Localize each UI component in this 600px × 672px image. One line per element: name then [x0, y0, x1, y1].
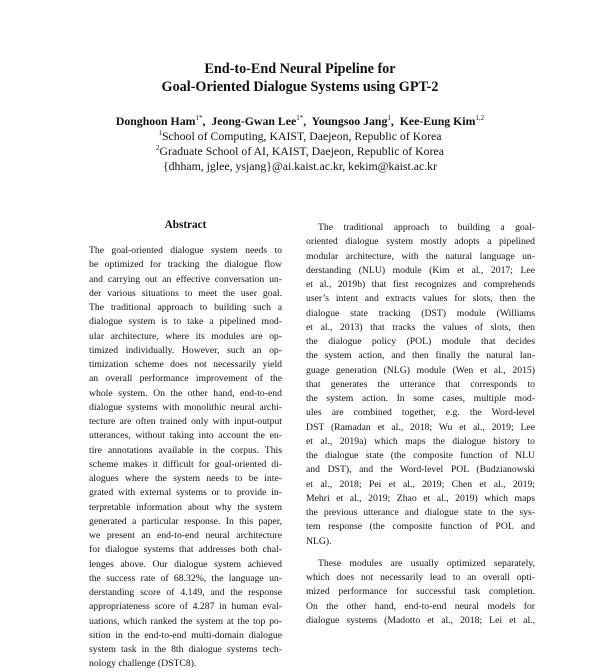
- body-line: guage generation (NLG) module (Wen et al., 2015): [306, 364, 535, 376]
- abstract-line: for dialogue systems that addresses both chal-: [89, 544, 282, 556]
- body-line: user’s intent and extracts values for slots, then the: [306, 293, 535, 305]
- abstract-line: nology challenge (DSTC8).: [89, 658, 197, 670]
- author-block: [0, 114, 600, 174]
- abstract-text: [89, 244, 282, 672]
- abstract-line: be optimized for tracking the dialogue flow: [89, 259, 282, 271]
- body-line: ules are combined together, e.g. the Word-level: [306, 407, 535, 419]
- abstract-line: sition in the end-to-end multi-domain dialogue: [89, 629, 282, 641]
- body-line: et al., 2013) that tracks the values of slots, then: [306, 321, 535, 333]
- equal-contribution-mark: *: [198, 114, 203, 122]
- abstract-line: we present an end-to-end neural architecture: [89, 530, 282, 541]
- abstract-line: dialogue system is to take a pipelined mod-: [89, 316, 282, 328]
- abstract-line: appropriateness score of 4.287 in human eval-: [89, 601, 282, 613]
- body-line: NLG).: [306, 535, 332, 547]
- affiliation-mark: 1: [158, 129, 162, 137]
- introduction-column: [306, 218, 535, 628]
- abstract-line: alogues where the system needs to be inte-: [89, 473, 282, 484]
- abstract-line: tecture are often trained only with input-output: [89, 416, 282, 427]
- abstract-line: timized individually. However, such an op-: [89, 344, 282, 356]
- abstract-line: utterances, without taking into account the en-: [89, 430, 282, 442]
- abstract-line: ular architecture, where its modules are op-: [89, 330, 282, 342]
- abstract-line: the success rate of 68.32%, the language un-: [89, 572, 282, 584]
- title-line-2: Goal-Oriented Dialogue Systems using GPT-2: [161, 79, 439, 95]
- abstract-line: and carrying out an effective conversation un-: [89, 273, 282, 285]
- body-line: and DST), and the Word-level POL (Budzianowski: [306, 464, 535, 476]
- author-name: Donghoon Ham: [115, 114, 196, 128]
- abstract-line: tire annotations available in the corpus. This: [89, 444, 282, 456]
- author-separator: ,: [202, 114, 206, 128]
- body-line: dialogue systems (Madotto et al., 2018; Lei et al.,: [306, 614, 535, 626]
- body-line: Mehri et al., 2019; Zhao et al., 2019) which maps: [306, 492, 535, 504]
- abstract-line: derstanding score of 4.149, and the response: [89, 587, 282, 598]
- body-line: et al., 2019a) which maps the dialogue history to: [306, 435, 535, 447]
- abstract-heading: Abstract: [164, 219, 207, 231]
- author-name: Youngsoo Jang: [311, 114, 388, 128]
- body-line: the dialogue policy (POL) module that decides: [306, 336, 535, 347]
- author-name: Jeong-Gwan Lee: [211, 114, 297, 128]
- affiliation-mark: 2: [156, 144, 160, 152]
- paper-title: [0, 60, 600, 96]
- body-line: the system action. In some cases, multiple mod-: [306, 393, 535, 404]
- body-line: that generates the utterance that corresponds to: [306, 378, 535, 390]
- abstract-line: generated a particular response. In this paper,: [89, 515, 282, 527]
- body-paragraph-1: [306, 221, 535, 549]
- abstract-line: scheme makes it difficult for goal-oriented di-: [89, 458, 282, 470]
- body-line: mized performance for successful task completion.: [306, 586, 535, 598]
- author-separator: ,: [390, 114, 394, 128]
- body-line: the previous utterance and dialogue state to the sys-: [306, 507, 535, 518]
- author-affil-mark: 1: [387, 114, 391, 122]
- body-line: modular architecture, with the natural language un-: [306, 250, 535, 262]
- abstract-line: system task in the 8th dialogue systems tech-: [89, 644, 282, 655]
- abstract-line: timization scheme does not necessarily yield: [89, 359, 282, 370]
- affiliation-2: [0, 144, 600, 159]
- body-line: dialogue state tracking (DST) module (Williams: [306, 307, 535, 319]
- abstract-line: The traditional approach to building such a: [89, 302, 282, 313]
- abstract-line: dialogue systems with monolithic neural archi-: [89, 401, 282, 413]
- body-line: which does not necessarily lead to an overall opti-: [306, 572, 535, 583]
- author-names: [0, 114, 600, 129]
- author-affil-mark: 1,2: [475, 114, 485, 122]
- affiliation-text: School of Computing, KAIST, Daejeon, Republic of Korea: [161, 129, 442, 143]
- abstract-line: an overall performance improvement of the: [89, 373, 282, 385]
- author-affil-mark: 1: [195, 114, 199, 122]
- title-line-1: End-to-End Neural Pipeline for: [204, 61, 396, 77]
- author-name: Kee-Eung Kim: [399, 114, 476, 128]
- body-line: oriented dialogue system mostly adopts a pipelined: [306, 236, 535, 248]
- body-line: On the other hand, end-to-end neural models for: [306, 600, 535, 612]
- body-line: tem response (the composite function of POL and: [306, 521, 535, 533]
- abstract-line: terpretable information about why the system: [89, 501, 282, 513]
- author-separator: ,: [303, 114, 307, 128]
- abstract-line: lenges above. Our dialogue system achieved: [89, 558, 282, 570]
- abstract-line: uations, which ranked the system at the top po-: [89, 615, 282, 627]
- affiliation-1: [0, 129, 600, 144]
- equal-contribution-mark: *: [299, 114, 304, 122]
- body-line: et al., 2018; Pei et al., 2019; Chen et al., 2019;: [306, 478, 535, 490]
- abstract-line: whole system. On the other hand, end-to-end: [89, 387, 282, 399]
- body-line: The traditional approach to building a goal-: [318, 222, 535, 233]
- body-line: et al., 2019b) that first recognizes and comprehends: [306, 279, 535, 290]
- body-paragraph-2: [306, 557, 535, 628]
- abstract-line: The goal-oriented dialogue system needs to: [89, 245, 282, 256]
- author-emails: {dhham, jglee, ysjang}@ai.kaist.ac.kr, kekim@kaist.ac.kr: [162, 159, 437, 173]
- author-affil-mark: 1: [296, 114, 300, 122]
- affiliation-text: Graduate School of AI, KAIST, Daejeon, Republic of Korea: [159, 144, 444, 158]
- abstract-line: der various situations to meet the user goal.: [89, 287, 282, 299]
- body-line: DST (Ramadan et al., 2018; Wu et al., 2019; Lee: [306, 421, 535, 433]
- body-line: the dialogue state (the composite function of NLU: [306, 450, 535, 461]
- abstract-line: grated with external systems or to provide in-: [89, 487, 282, 499]
- body-line: derstanding (NLU) module (Kim et al., 2017; Lee: [306, 264, 535, 276]
- abstract-column: [89, 218, 282, 672]
- body-line: the system action, and then finally the natural lan-: [306, 350, 535, 362]
- body-line: These modules are usually optimized separately,: [318, 557, 535, 569]
